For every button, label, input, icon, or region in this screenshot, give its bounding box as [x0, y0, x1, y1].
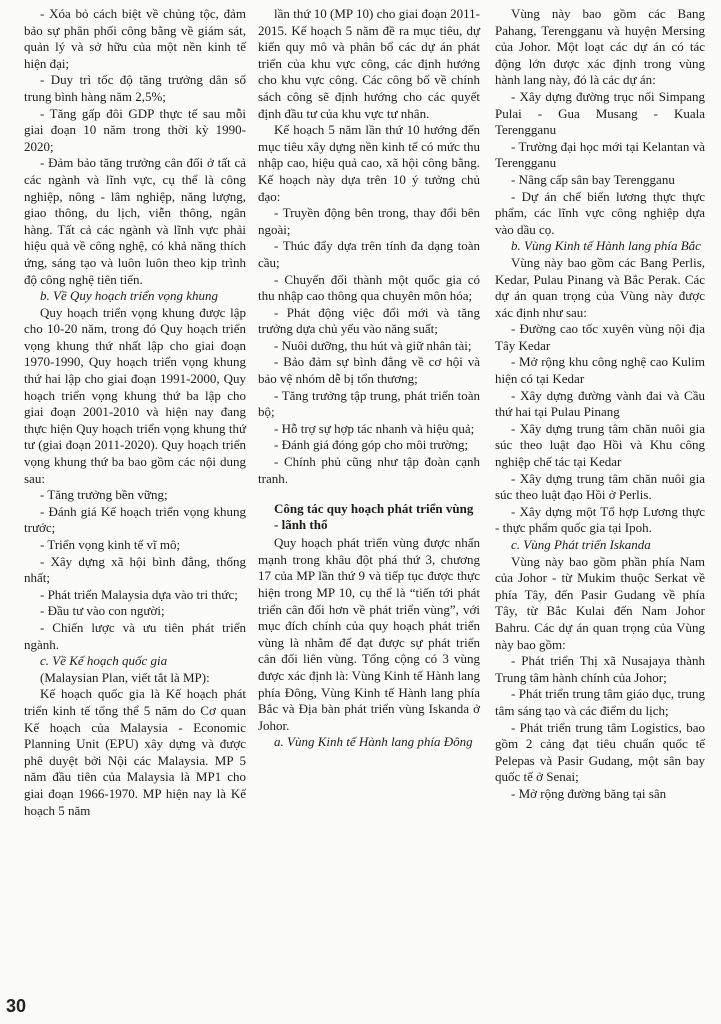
- subsection-title: b. Về Quy hoạch triển vọng khung: [40, 288, 218, 304]
- paragraph: - Đầu tư vào con người;: [40, 603, 165, 619]
- subsection-title: c. Về Kế hoạch quốc gia: [40, 653, 168, 669]
- paragraph: Vùng này bao gồm các Bang Perlis, Kedar, Pulau Pinang và Bắc Perak. Các dự án quan trọng của Vùng này được xác định như sau:: [495, 254, 705, 320]
- page-number: 30: [6, 996, 27, 1016]
- section-heading: Công tác quy hoạch phát triển vùng - lãnh thổ: [274, 501, 474, 533]
- paragraph: Quy hoạch phát triển vùng được nhấn mạnh trong khâu đột phá thứ 3, chương 17 của MP lần thứ 9 và tiếp tục được thực hiện trong MP 10, cụ thể là “tiến tới phát triển cân đối hơn về phát triển vùng”, với mục đích chính của quy hoạch phát triển vùng là nhằm để đạt được sự phát triển cân đối liên vùng. Tổng cộng có 3 vùng được xác định là: Vùng Kinh tế Hành lang phía Đông, Vùng Kinh tế Hành lang phía Bắc và Địa bàn phát triển vùng Iskanda ở Johor.: [258, 535, 480, 733]
- paragraph: - Phát động việc đổi mới và tăng trưởng dựa chủ yếu vào năng suất;: [258, 304, 480, 337]
- paragraph: Vùng này bao gồm các Bang Pahang, Terengganu và huyện Mersing của Johor. Một loạt các dự án có tác động lớn được xác định trong vùng hành lang này, đó là các dự án:: [495, 6, 705, 88]
- paragraph: - Tăng trưởng tập trung, phát triển toàn bộ;: [258, 387, 480, 420]
- paragraph: - Xây dựng trung tâm chăn nuôi gia súc theo luật đạo Hồi ở Perlis.: [495, 470, 705, 503]
- paragraph: (Malaysian Plan, viết tắt là MP):: [40, 669, 210, 685]
- paragraph: - Xây dựng đường vành đai và Cầu thứ hai tại Pulau Pinang: [495, 387, 705, 420]
- paragraph: - Phát triển trung tâm Logistics, bao gồm 2 cảng đạt tiêu chuẩn quốc tế Pelepas và Pasir Gudang, một sân bay quốc tế ở Senai;: [495, 719, 705, 785]
- paragraph: - Mở rộng đường băng tại sân: [511, 785, 667, 801]
- paragraph: - Hỗ trợ sự hợp tác nhanh và hiệu quả;: [274, 420, 475, 436]
- paragraph: Quy hoạch triển vọng khung được lập cho 10-20 năm, trong đó Quy hoạch triển vọng khung thứ nhất lập cho giai đoạn 1970-1990, Quy hoạch triển vọng khung thứ hai lập cho giai đoạn 1991-2000, Quy hoạch triển vọng khung thứ ba lập cho giai đoạn 2001-2010 và hiện nay đang thực hiện Quy hoạch triển vọng khung thứ tư (giai đoạn 2011-2020). Quy hoạch triển vọng khung thứ ba bao gồm các nội dung sau:: [24, 304, 246, 486]
- column-1: [24, 6, 246, 819]
- paragraph: - Trường đại học mới tại Kelantan và Terengganu: [495, 138, 705, 171]
- subsection-title: c. Vùng Phát triển Iskanda: [511, 537, 651, 552]
- column-2: [258, 6, 480, 751]
- paragraph: - Thúc đẩy dựa trên tính đa dạng toàn cầu;: [258, 238, 480, 270]
- paragraph: - Đánh giá Kế hoạch triển vọng khung trước;: [24, 503, 246, 536]
- paragraph: - Chính phủ cũng như tập đoàn cạnh tranh.: [258, 454, 480, 486]
- paragraph: - Xây dựng xã hội bình đẳng, thống nhất;: [24, 553, 246, 586]
- subsection-title: a. Vùng Kinh tế Hành lang phía Đông: [274, 734, 473, 750]
- paragraph: - Phát triển Malaysia dựa vào tri thức;: [40, 586, 238, 602]
- paragraph: - Nâng cấp sân bay Terengganu: [511, 171, 675, 187]
- paragraph: - Xây dựng trung tâm chăn nuôi gia súc theo luật đạo Hồi và Khu công nghiệp chế tác tại Kedar: [495, 420, 705, 470]
- paragraph: - Duy trì tốc độ tăng trưởng dân số trung bình hàng năm 2,5%;: [24, 72, 246, 104]
- paragraph: - Đảm bảo tăng trưởng cân đối ở tất cả các ngành và lĩnh vực, cụ thể là công nghiệp, nông - lâm nghiệp, năng lượng, giao thông, du lịch, viễn thông, ngân hàng. Tất cả các ngành và lĩnh vực phải hiệu quả về công nghệ, có khả năng thích ứng, sáng tạo và luôn luôn theo kịp trình độ công nghệ tiên tiến.: [24, 155, 246, 287]
- paragraph: - Dự án chế biến lương thực thực phẩm, các lĩnh vực công nghiệp dựa vào dầu cọ.: [495, 188, 705, 237]
- paragraph: - Xây dựng đường trục nối Simpang Pulai - Gua Musang - Kuala Terengganu: [495, 88, 705, 138]
- paragraph: - Đường cao tốc xuyên vùng nội địa Tây Kedar: [495, 321, 705, 353]
- paragraph: Vùng này bao gồm phần phía Nam của Johor - từ Mukim thuộc Serkat về phía Tây, đến Pasir Gudang về phía Tây, từ Bắc Kulai đến Nam Johor Bahru. Các dự án quan trọng của Vùng này bao gồm:: [495, 553, 705, 652]
- paragraph: - Phát triển Thị xã Nusajaya thành Trung tâm hành chính của Johor;: [495, 653, 705, 685]
- paragraph: - Đánh giá đóng góp cho môi trường;: [274, 437, 469, 453]
- paragraph: - Phát triển trung tâm giáo dục, trung tâm sáng tạo và các điểm du lịch;: [495, 686, 705, 718]
- subsection-title: b. Vùng Kinh tế Hành lang phía Bắc: [511, 238, 701, 254]
- paragraph: - Nuôi dưỡng, thu hút và giữ nhân tài;: [274, 337, 472, 353]
- paragraph: Kế hoạch quốc gia là Kế hoạch phát triển kinh tế tổng thể 5 năm do Cơ quan Kế hoạch của Malaysia - Economic Planning Unit (EPU) xây dựng và được phê duyệt bởi Nội các Malaysia. MP 5 năm đầu tiên của Malaysia là MP1 cho giai đoạn 1966-1970. MP hiện nay là Kế hoạch 5 năm: [24, 686, 246, 818]
- paragraph: Kế hoạch 5 năm lần thứ 10 hướng đến mục tiêu xây dựng nền kinh tế có mức thu nhập cao, hiệu quả cao, xã hội công bằng. Kế hoạch này dựa trên 10 ý tưởng chủ đạo:: [258, 122, 480, 204]
- paragraph: - Chuyển đổi thành một quốc gia có thu nhập cao thông qua chuyên môn hóa;: [258, 271, 480, 304]
- paragraph: - Xóa bỏ cách biệt về chủng tộc, đảm bảo sự phân phối công bằng về giám sát, quản lý và sở hữu của một nền kinh tế hiện đại;: [24, 6, 246, 71]
- paragraph: lần thứ 10 (MP 10) cho giai đoạn 2011-2015. Kế hoạch 5 năm đề ra mục tiêu, dự kiến quy mô và phân bổ các dự án phát triển của khu vực công, các định hướng cho khu vực công. Các công bố về chính sách công sẽ định hướng cho các quyết định đầu tư của khu vực tư nhân.: [258, 6, 480, 121]
- column-3: [495, 6, 705, 803]
- paragraph: - Tăng trưởng bền vững;: [40, 487, 168, 503]
- paragraph: - Tăng gấp đôi GDP thực tế sau mỗi giai đoạn 10 năm trong thời kỳ 1990-2020;: [24, 105, 246, 154]
- paragraph: - Chiến lược và ưu tiên phát triển ngành.: [24, 619, 246, 652]
- paragraph: - Triển vọng kinh tế vĩ mô;: [40, 537, 181, 552]
- paragraph: - Bảo đảm sự bình đẳng về cơ hội và bảo vệ nhóm dễ bị tổn thương;: [258, 354, 480, 387]
- paragraph: - Xây dựng một Tổ hợp Lương thực - thực phẩm quốc gia tại Ipoh.: [495, 503, 705, 536]
- paragraph: - Truyền động bên trong, thay đổi bên ngoài;: [258, 205, 480, 237]
- paragraph: - Mở rộng khu công nghệ cao Kulim hiện có tại Kedar: [495, 354, 705, 387]
